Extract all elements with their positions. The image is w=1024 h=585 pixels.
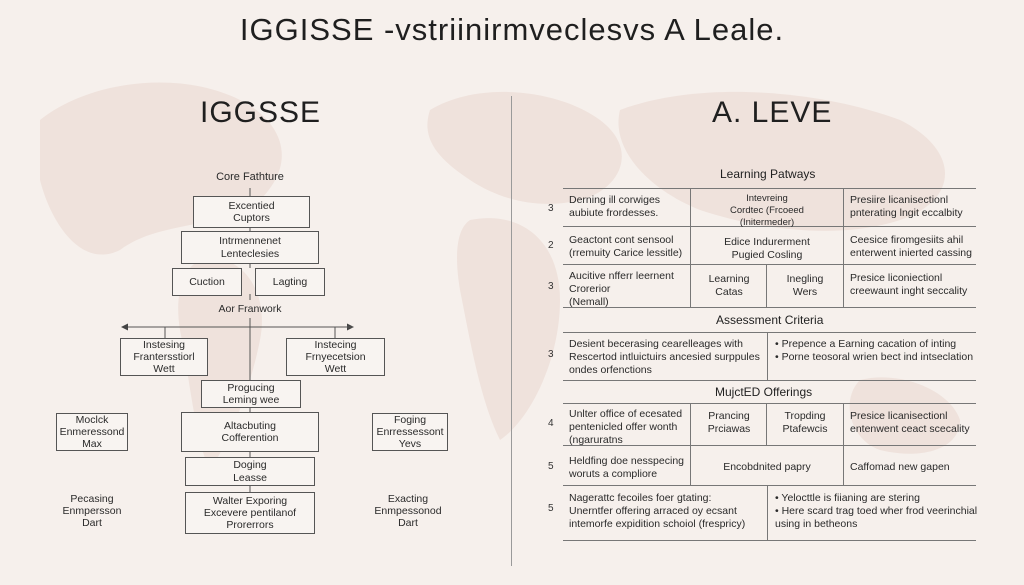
table-col-rule — [690, 188, 691, 307]
flow-box-lagting: Lagting — [255, 268, 325, 296]
table-cell: Presiire licanisectionl pnterating lngit eccalbity — [850, 194, 963, 220]
table-cell: Derning ill corwiges aubiute frordesses. — [569, 194, 661, 220]
table-rule — [563, 332, 976, 333]
table-rule — [563, 540, 976, 541]
table-cell: Heldfing doe nesspecing woruts a compliore — [569, 455, 684, 481]
table-col-rule — [843, 403, 844, 485]
flow-box-foging: Foging Enrressessont Yevs — [372, 413, 448, 451]
table-cell: Caffomad new gapen — [850, 461, 950, 473]
table-cell: Ceesice firomgesiits ahil enterwent inierted cassing — [850, 234, 972, 260]
table-cell: Presice licanisectionl entenwent ceact scecality — [850, 410, 970, 436]
table-rule — [563, 485, 976, 486]
table-rule — [563, 403, 976, 404]
table-cell: Intevreing Cordtec (Frcoeed (Initermeder) — [730, 193, 804, 228]
table-cell: Tropding Ptafewcis — [782, 410, 828, 436]
left-column-heading: IGGSSE — [200, 96, 322, 129]
flow-box-intrmennenet: Intrmennenet Lenteclesies — [181, 231, 319, 264]
framework-label: Aor Franwork — [218, 302, 282, 315]
table-cell: Learning Catas — [708, 273, 750, 299]
row-number: 2 — [548, 240, 554, 251]
row-number: 3 — [548, 349, 554, 360]
table-rule — [563, 188, 976, 189]
table-cell: Geactont cont sensool (rremuity Carice lessitle) — [569, 234, 683, 260]
row-number: 5 — [548, 461, 554, 472]
table-cell: Unlter office of ecesated pentenicled offer wonth (ngaruratns — [569, 408, 683, 447]
row-number: 5 — [548, 503, 554, 514]
table-cell: Nagerattc fecoiles foer gtating: Unerntfer offering arraced oy ecsant intemorfe expidition schoiol (frespricy) — [569, 492, 746, 531]
table-cell: Prancing Prciawas — [707, 410, 751, 436]
table-rule — [563, 380, 976, 381]
table-cell: Inegling Wers — [786, 273, 824, 299]
table-cell: Aucitive nfferr leernent Crorerior (Nemall) — [569, 270, 674, 309]
table-cell: Presice liconiectionl creewaunt inght seccality — [850, 272, 968, 298]
assessment-criteria-title: Assessment Criteria — [716, 313, 824, 327]
learning-pathways-title: Learning Patways — [720, 167, 816, 181]
flow-box-cuction: Cuction — [172, 268, 242, 296]
table-cell: Edice Indurerment Pugied Cosling — [724, 236, 810, 262]
table-cell: • Prepence a Earning cacation of inting • Porne teosoral wrien bect ind intseclation — [775, 338, 974, 364]
flow-box-doging: Doging Leasse — [185, 457, 315, 486]
row-number: 4 — [548, 418, 554, 429]
right-column-heading: A. LEVE — [712, 96, 833, 129]
table-col-rule — [766, 264, 767, 307]
table-col-rule — [690, 403, 691, 485]
flow-box-excentied-cuptors: Excentied Cuptors — [193, 196, 310, 228]
row-number: 3 — [548, 281, 554, 292]
table-cell: • Yelocttle is fiianing are stering • Here scard trag toed wher frod veerinchial using in betheons — [775, 492, 978, 531]
table-cell: Encobdnited papry — [723, 461, 811, 473]
table-col-rule — [767, 485, 768, 540]
page-title: IGGISSE -vstriinirmveclesvs A Leale. — [239, 12, 785, 47]
table-col-rule — [766, 403, 767, 445]
flow-box-progucing: Progucing Leming wee — [201, 380, 301, 408]
flow-box-altacbuting: Altacbuting Cofferention — [181, 412, 319, 452]
table-rule — [563, 264, 976, 265]
flow-box-instesing: Instesing Frantersstiorl Wett — [120, 338, 208, 376]
table-col-rule — [767, 332, 768, 380]
offerings-title: MujctED Offerings — [715, 385, 813, 399]
table-col-rule — [843, 188, 844, 307]
flow-box-walter-exporing: Walter Exporing Excevere pentilanof Prorerrors — [185, 492, 315, 534]
core-feature-label: Core Fathture — [216, 171, 284, 183]
flow-box-instecing: Instecing Frnyecetsion Wett — [286, 338, 385, 376]
flow-box-moclck: Moclck Enmeressond Max — [56, 413, 128, 451]
flow-label-pecasing: Pecasing Enmpersson Dart — [62, 492, 122, 530]
table-cell: Desient becerasing cearelleages with Rescertod intluictuirs ancesied surppules ondes orfenctions — [569, 338, 760, 377]
flow-label-exacting: Exacting Enmpessonod Dart — [374, 492, 442, 530]
row-number: 3 — [548, 203, 554, 214]
